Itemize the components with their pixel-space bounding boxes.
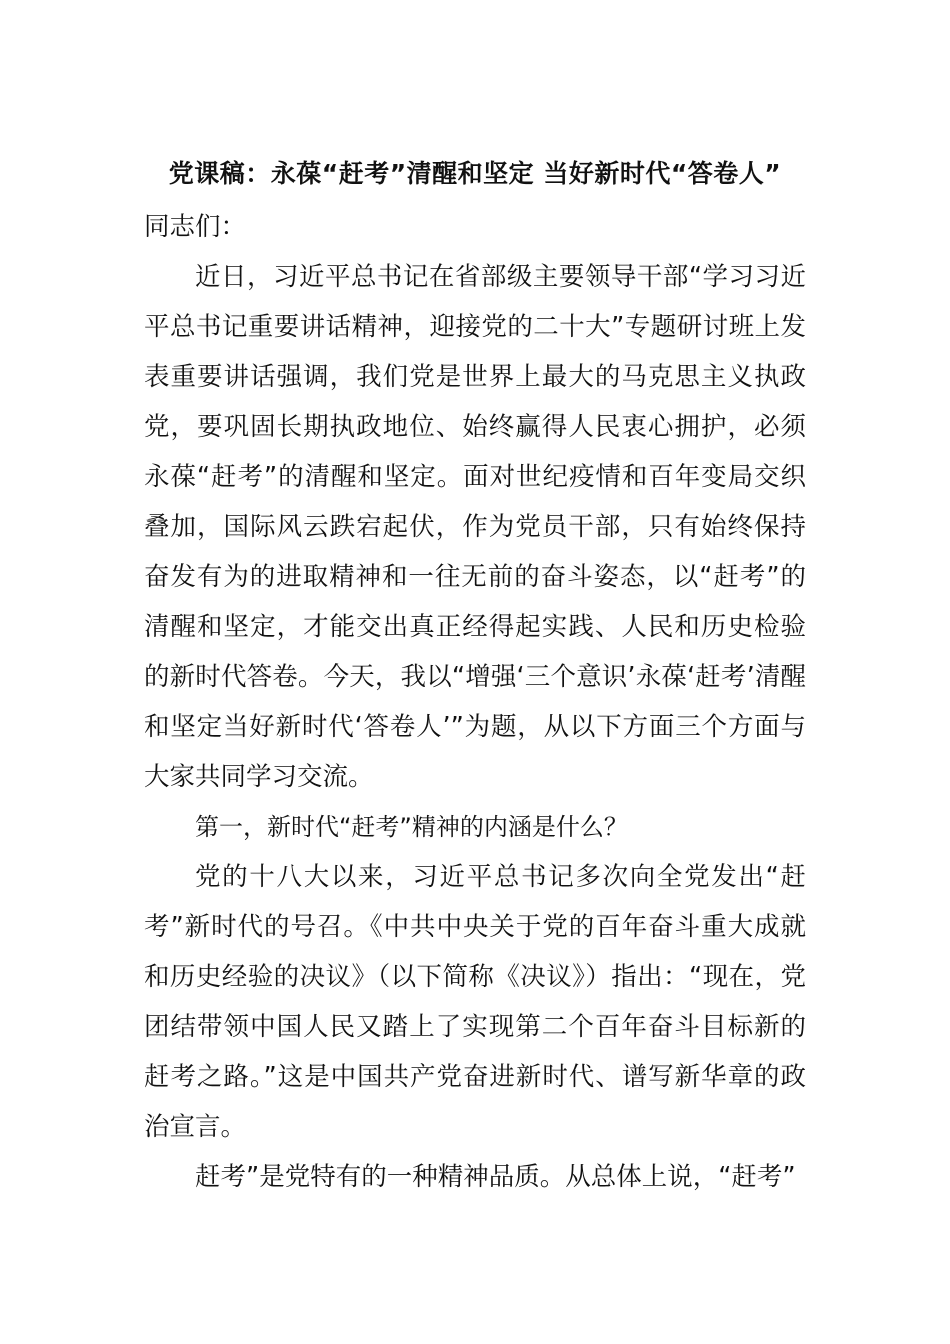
document-title: 党课稿：永葆“赶考”清醒和坚定 当好新时代“答卷人”	[168, 159, 782, 188]
document-body	[144, 202, 806, 1202]
section-heading-first: 第一，新时代“赶考”精神的内涵是什么？	[195, 813, 628, 841]
paragraph-section1-1: 党的十八大以来，习近平总书记多次向全党发出“赶考”新时代的号召。《中共中央关于党的百年奋斗重大成就和历史经验的决议》（以下简称《决议》）指出：“现在，党团结带领中国人民又踏上了实现第二个百年奋斗目标新的赶考之路。”这是中国共产党奋进新时代、谱写新华章的政治宣言。	[144, 862, 806, 1142]
salutation: 同志们：	[144, 212, 247, 242]
paragraph-section1-2: 赶考”是党特有的一种精神品质。从总体上说，“赶考”	[195, 1162, 796, 1192]
paragraph-intro: 近日，习近平总书记在省部级主要领导干部“学习习近平总书记重要讲话精神，迎接党的二十大”专题研讨班上发表重要讲话强调，我们党是世界上最大的马克思主义执政党，要巩固长期执政地位、始终赢得人民衷心拥护，必须永葆“赶考”的清醒和坚定。面对世纪疫情和百年变局交织叠加，国际风云跌宕起伏，作为党员干部，只有始终保持奋发有为的进取精神和一往无前的奋斗姿态，以“赶考”的清醒和坚定，才能交出真正经得起实践、人民和历史检验的新时代答卷。今天，我以“增强‘三个意识’永葆‘赶考’清醒和坚定当好新时代‘答卷人’”为题，从以下方面三个方面与大家共同学习交流。	[144, 262, 806, 792]
